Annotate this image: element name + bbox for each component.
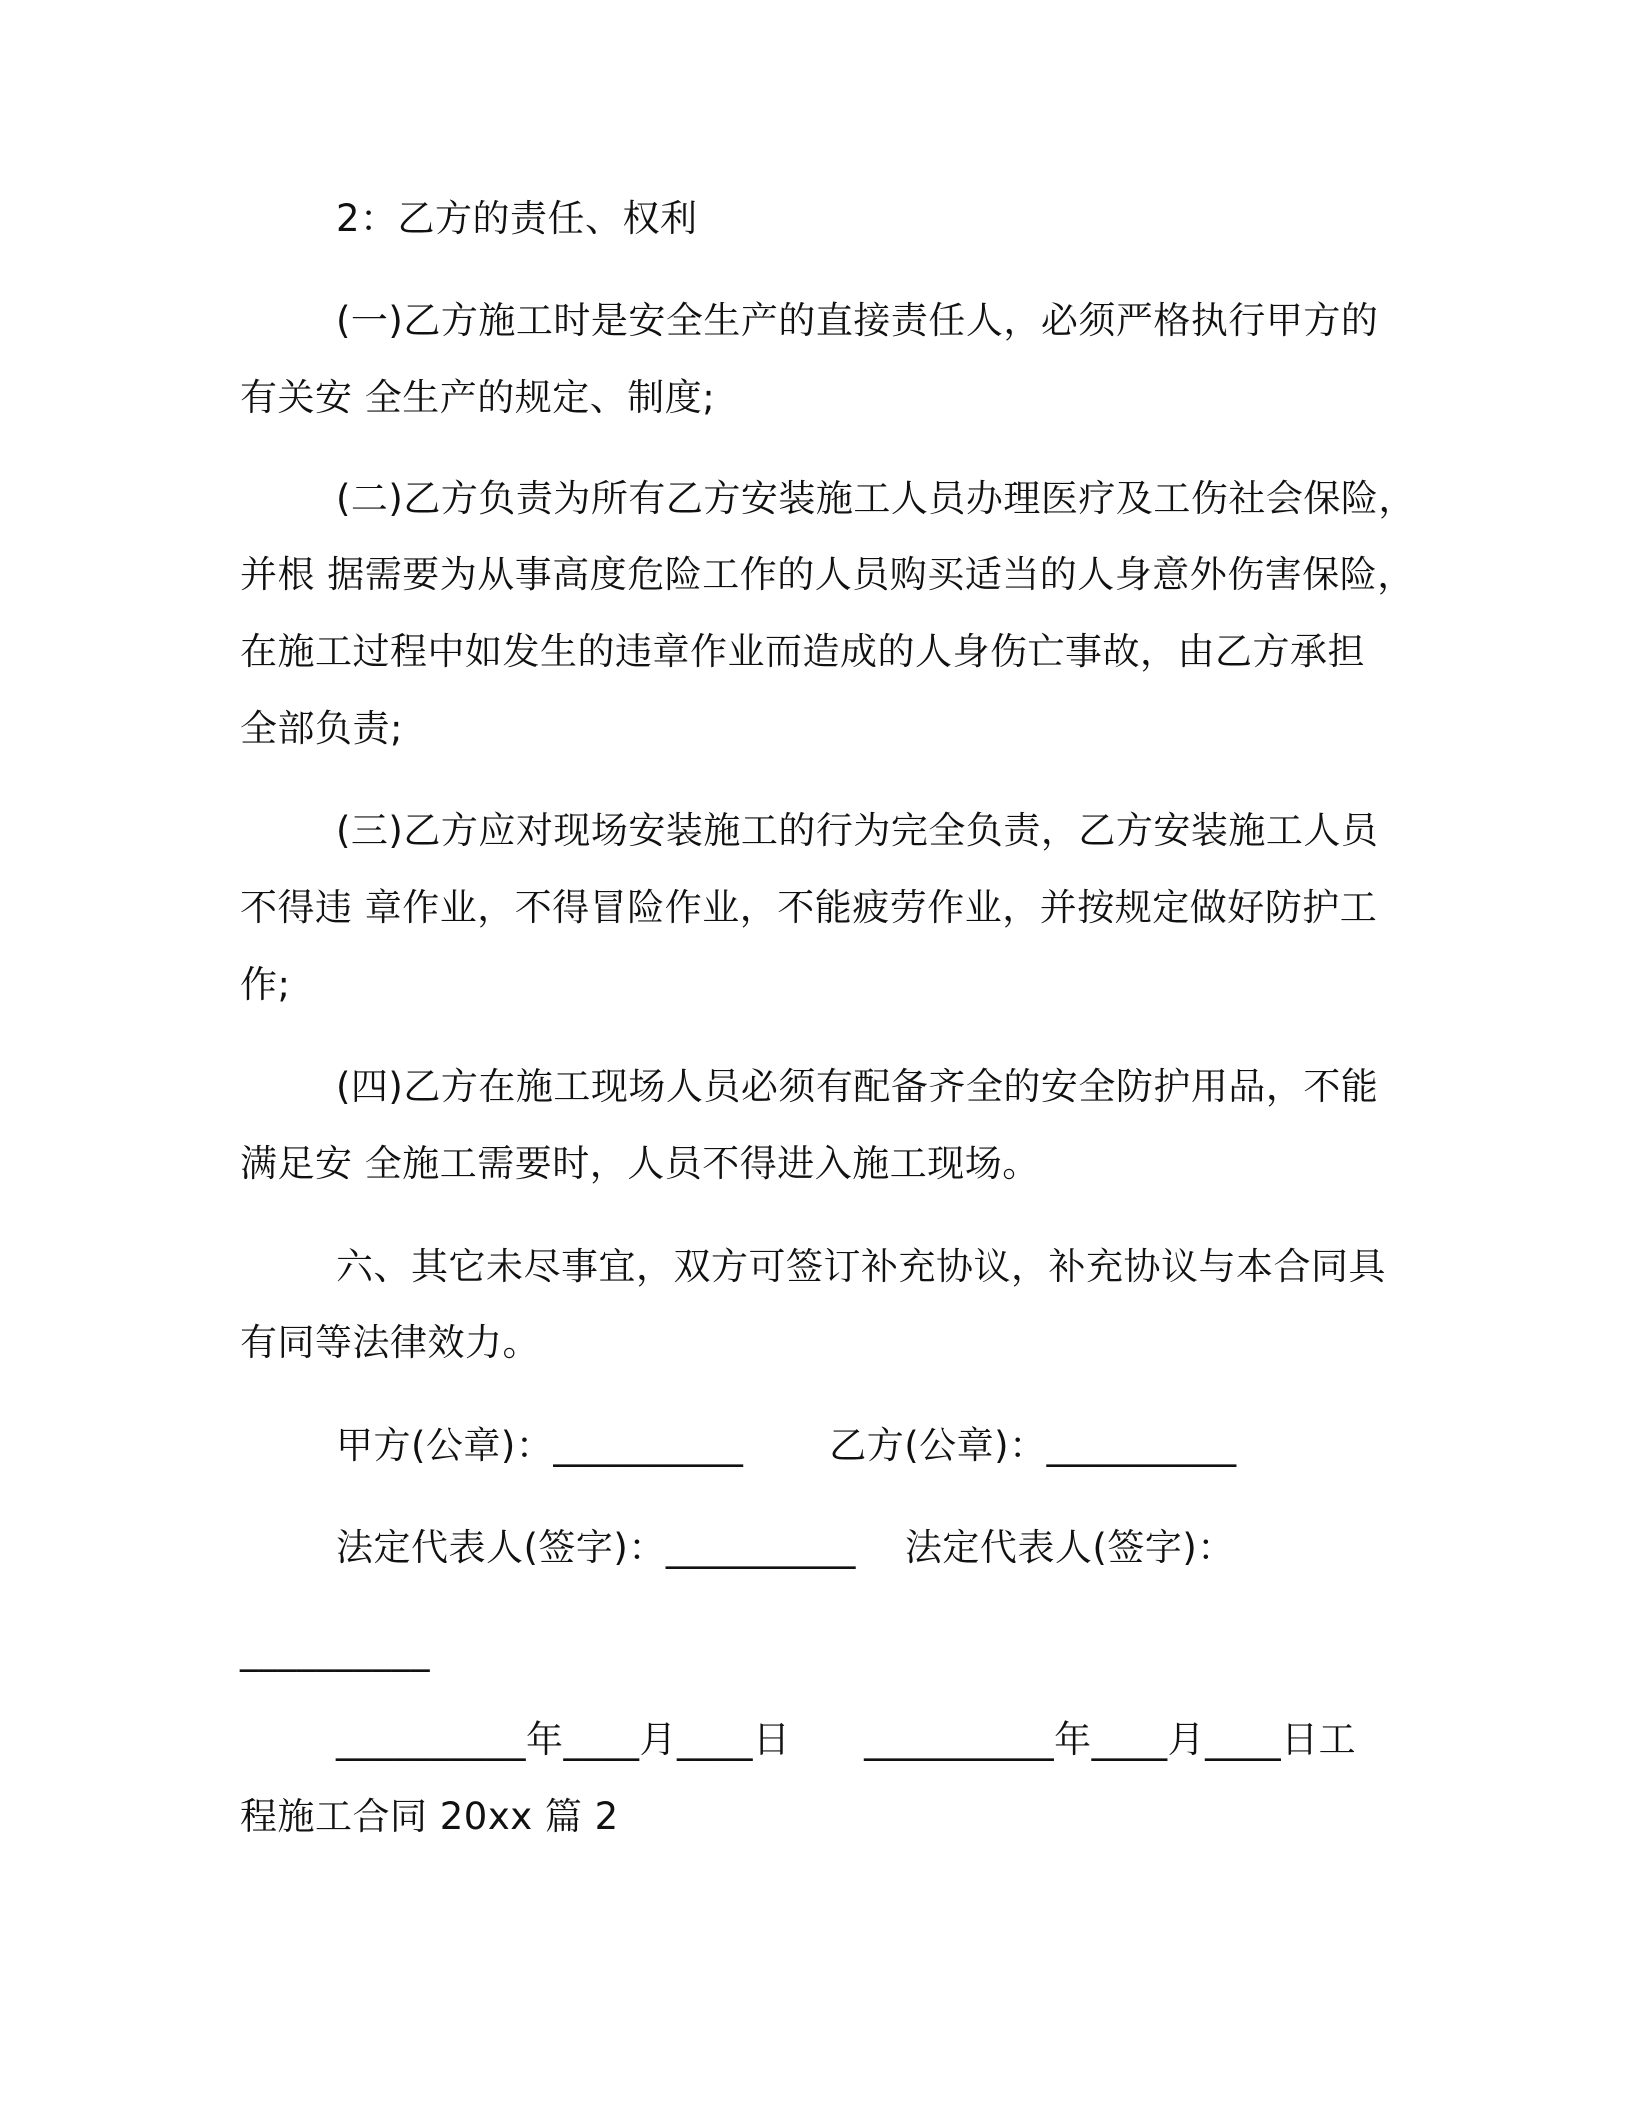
paragraph-line: (二)乙方负责为所有乙方安装施工人员办理医疗及工伤社会保险， xyxy=(336,477,1416,520)
paragraph-line: 有同等法律效力。 xyxy=(240,1321,540,1364)
signature-representative-line: 法定代表人(签字)：__________ 法定代表人(签字)： xyxy=(336,1526,1235,1569)
paragraph-line: 全部负责; xyxy=(240,707,403,750)
paragraph-line: 满足安 全施工需要时，人员不得进入施工现场。 xyxy=(240,1142,1040,1185)
paragraph-line: 在施工过程中如发生的违章作业而造成的人身伤亡事故，由乙方承担 xyxy=(240,630,1365,673)
date-line: __________年____月____日 __________年____月____日工 xyxy=(336,1718,1357,1761)
signature-blank-line: __________ xyxy=(240,1629,430,1672)
section-heading: 2：乙方的责任、权利 xyxy=(336,197,698,240)
paragraph-line: 并根 据需要为从事高度危险工作的人员购买适当的人身意外伤害保险， xyxy=(240,553,1415,596)
paragraph-line: (一)乙方施工时是安全生产的直接责任人，必须严格执行甲方的 xyxy=(336,299,1379,342)
paragraph-line: (三)乙方应对现场安装施工的行为完全负责，乙方安装施工人员 xyxy=(336,809,1379,852)
next-section-title: 程施工合同 20xx 篇 2 xyxy=(240,1795,619,1838)
paragraph-line: 有关安 全生产的规定、制度; xyxy=(240,376,716,419)
paragraph-line: (四)乙方在施工现场人员必须有配备齐全的安全防护用品，不能 xyxy=(336,1065,1379,1108)
paragraph-line: 六、其它未尽事宜，双方可签订补充协议，补充协议与本合同具 xyxy=(336,1245,1386,1288)
paragraph-line: 不得违 章作业，不得冒险作业，不能疲劳作业，并按规定做好防护工 xyxy=(240,886,1378,929)
signature-seal-line: 甲方(公章)：__________ 乙方(公章)：__________ xyxy=(336,1424,1237,1467)
paragraph-line: 作; xyxy=(240,963,291,1006)
